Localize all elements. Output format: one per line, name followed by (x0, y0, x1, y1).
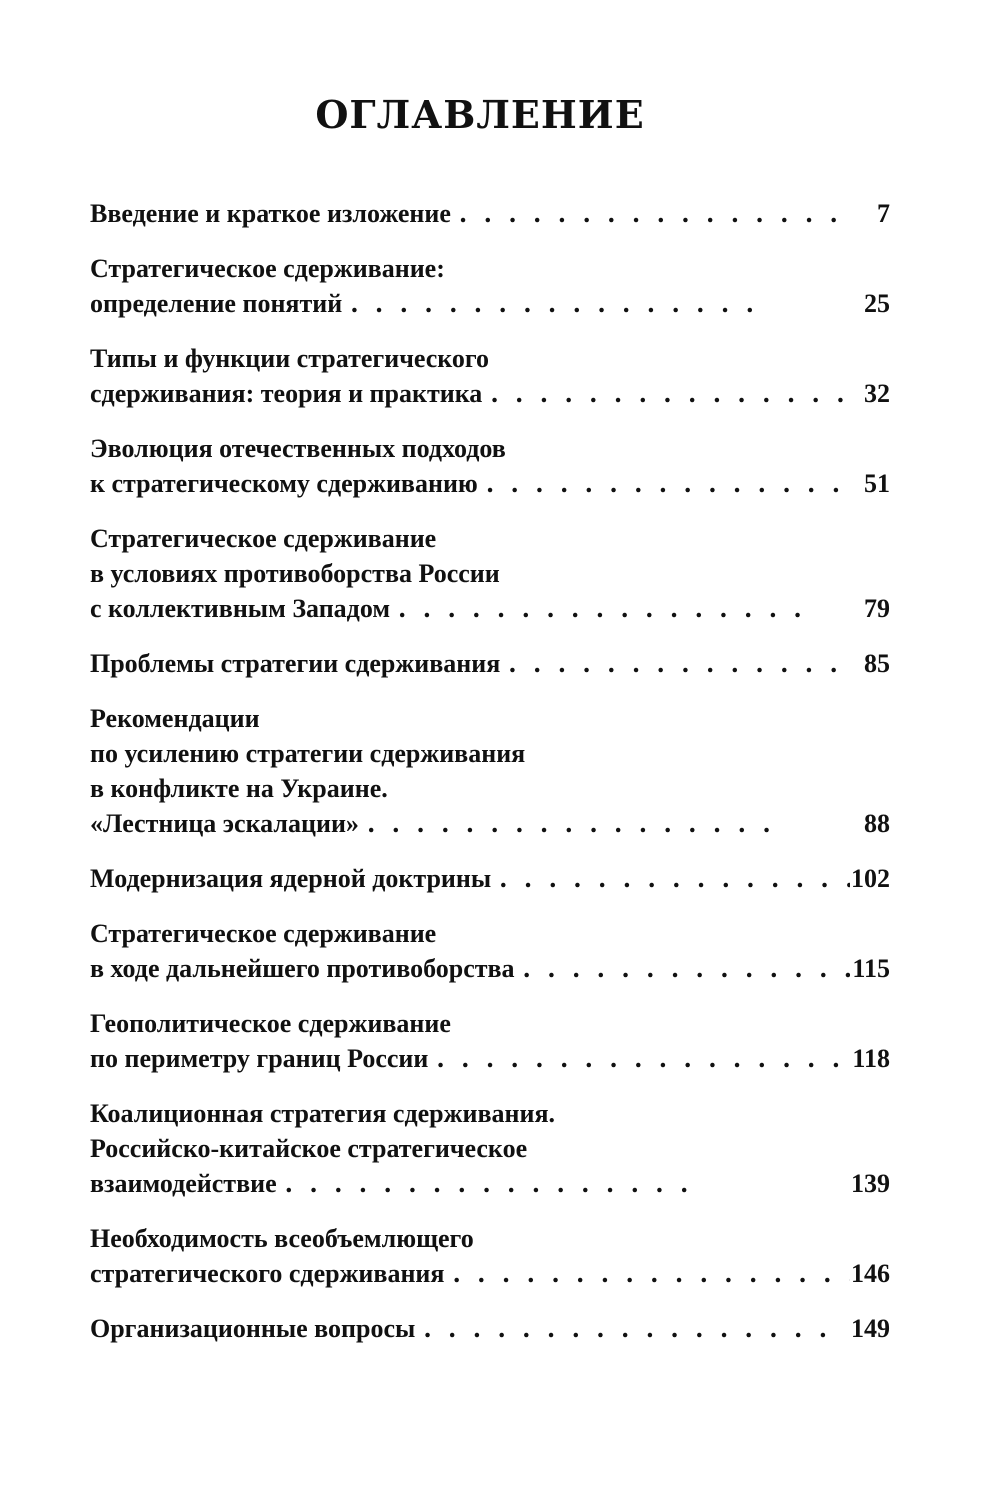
dot-leader (367, 806, 787, 841)
toc-entry (90, 521, 890, 626)
dot-leader (486, 466, 850, 501)
toc-page-number: 7 (877, 199, 890, 228)
toc-entry-title-line: Рекомендации (90, 704, 260, 733)
toc-page-number: 149 (851, 1314, 890, 1343)
toc-entry-title-line: Необходимость всеобъемлющего (90, 1224, 474, 1253)
toc-entry-title-line: сдерживания: теория и практика (90, 379, 483, 408)
dot-leader (436, 1041, 850, 1076)
toc-entry-title-line: взаимодействие (90, 1169, 277, 1198)
toc-entry-title-line: «Лестница эскалации» (90, 809, 359, 838)
dot-leader (459, 196, 850, 231)
toc-entry (90, 861, 890, 896)
toc-entry-title-line: Организационные вопросы (90, 1314, 416, 1343)
dot-leader (499, 861, 850, 896)
toc-entry-title-line: Коалиционная стратегия сдерживания. (90, 1099, 556, 1128)
dot-leader (398, 591, 818, 626)
toc-entry-last-line (90, 646, 890, 681)
toc-page-number: 115 (852, 954, 890, 983)
toc-entry-last-line (90, 466, 890, 501)
toc-entry-last-line (90, 806, 890, 841)
toc-entry-title-line: Геополитическое сдерживание (90, 1009, 451, 1038)
dot-leader (452, 1256, 850, 1291)
toc-entry-last-line (90, 951, 890, 986)
toc-entry-last-line (90, 591, 890, 626)
toc-entry-title-line: в ходе дальнейшего противоборства (90, 954, 515, 983)
toc-entry (90, 916, 890, 986)
toc-entry-title-line: к стратегическому сдерживанию (90, 469, 478, 498)
toc-entry-last-line (90, 196, 890, 231)
toc-entry-title-line: в конфликте на Украине. (90, 774, 388, 803)
toc-entry-title-line: Проблемы стратегии сдерживания (90, 649, 501, 678)
toc-entry (90, 701, 890, 841)
toc-entry-last-line (90, 1311, 890, 1346)
toc-entry-title-line: Стратегическое сдерживание (90, 919, 437, 948)
toc-page-number: 146 (851, 1259, 890, 1288)
toc-entry-last-line (90, 1256, 890, 1291)
toc-entry-title-line: Типы и функции стратегического (90, 344, 490, 373)
toc-page-number: 32 (864, 379, 890, 408)
toc-entry (90, 646, 890, 681)
toc-entry-last-line (90, 861, 890, 896)
toc-page-number: 51 (864, 469, 890, 498)
toc-entry-title-line: Стратегическое сдерживание (90, 524, 437, 553)
toc-page-number: 88 (864, 809, 890, 838)
toc-entry (90, 431, 890, 501)
toc-entry-title-line: Российско-китайское стратегическое (90, 1134, 528, 1163)
dot-leader (508, 646, 850, 681)
toc-page-number: 118 (852, 1044, 890, 1073)
toc-page-number: 79 (864, 594, 890, 623)
toc-entry-title-line: в условиях противоборства России (90, 559, 500, 588)
toc-entry-title-line: с коллективным Западом (90, 594, 391, 623)
toc-entry-last-line (90, 286, 890, 321)
toc-entry-last-line (90, 1041, 890, 1076)
toc-entry (90, 1311, 890, 1346)
toc-entry-title-line: определение понятий (90, 289, 343, 318)
toc-entry (90, 1006, 890, 1076)
toc-entry-title-line: по усилению стратегии сдерживания (90, 739, 526, 768)
toc-entry-title-line: Эволюция отечественных подходов (90, 434, 506, 463)
toc-page-number: 85 (864, 649, 890, 678)
toc-entry (90, 196, 890, 231)
toc-page-number: 139 (851, 1169, 890, 1198)
toc-entry (90, 251, 890, 321)
dot-leader (285, 1166, 705, 1201)
toc-entry-title-line: Модернизация ядерной доктрины (90, 864, 492, 893)
page-title: ОГЛАВЛЕНИЕ (315, 92, 645, 137)
toc-entry (90, 1221, 890, 1291)
toc-page-number: 25 (864, 289, 890, 318)
toc-entry-last-line (90, 376, 890, 411)
toc-entry (90, 1096, 890, 1201)
toc-entry (90, 341, 890, 411)
dot-leader (350, 286, 770, 321)
dot-leader (423, 1311, 843, 1346)
toc-page-number: 102 (851, 864, 890, 893)
table-of-contents (90, 196, 890, 1366)
dot-leader (523, 951, 850, 986)
toc-entry-title-line: стратегического сдерживания (90, 1259, 445, 1288)
dot-leader (490, 376, 850, 411)
toc-entry-title-line: Введение и краткое изложение (90, 199, 451, 228)
toc-entry-title-line: по периметру границ России (90, 1044, 429, 1073)
toc-entry-title-line: Стратегическое сдерживание: (90, 254, 445, 283)
toc-entry-last-line (90, 1166, 890, 1201)
